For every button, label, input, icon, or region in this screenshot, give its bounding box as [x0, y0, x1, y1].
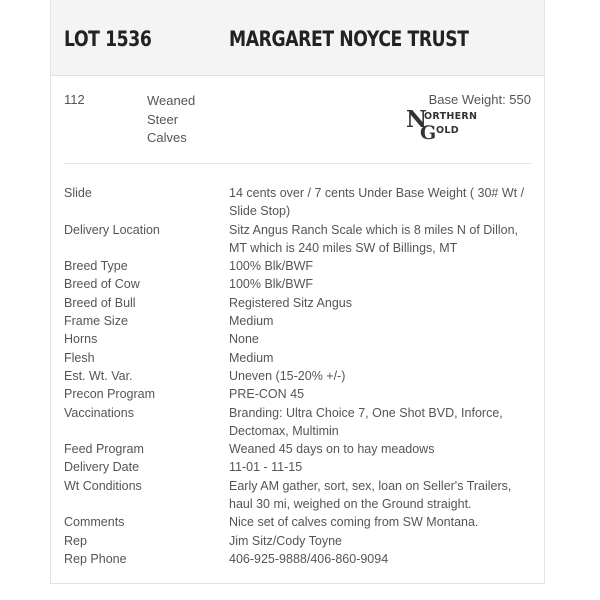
- detail-label: Flesh: [64, 350, 95, 365]
- detail-row: [64, 440, 534, 458]
- detail-row: [64, 532, 534, 550]
- detail-row: [64, 349, 534, 367]
- detail-label: Est. Wt. Var.: [64, 368, 133, 383]
- detail-row: [64, 312, 534, 330]
- detail-value: Sitz Angus Ranch Scale which is 8 miles N of Dillon, MT which is 240 miles SW of Billings, MT: [229, 222, 519, 255]
- detail-label: Delivery Location: [64, 222, 160, 237]
- detail-label: Feed Program: [64, 442, 144, 457]
- detail-label: Comments: [64, 515, 125, 530]
- detail-label: Breed Type: [64, 259, 128, 274]
- detail-value: Registered Sitz Angus: [229, 295, 352, 310]
- detail-value: Weaned 45 days on to hay meadows: [229, 442, 435, 457]
- detail-value: PRE-CON 45: [229, 387, 305, 402]
- detail-row: [64, 221, 534, 258]
- detail-label: Breed of Bull: [64, 295, 136, 310]
- detail-label: Wt Conditions: [64, 478, 142, 493]
- detail-row: [64, 330, 534, 348]
- detail-label: Breed of Cow: [64, 277, 140, 292]
- lot-card: [50, 0, 545, 584]
- detail-value: 100% Blk/BWF: [229, 259, 314, 274]
- detail-value: Uneven (15-20% +/-): [229, 368, 346, 383]
- detail-label: Slide: [64, 186, 92, 200]
- cattle-description: [147, 92, 195, 148]
- svg-text:ORTHERN: ORTHERN: [424, 111, 478, 122]
- base-weight: Base Weight: 550: [428, 92, 531, 107]
- detail-value: 100% Blk/BWF: [229, 277, 314, 292]
- detail-value: 406-925-9888/406-860-9094: [229, 551, 389, 566]
- detail-value: None: [229, 332, 259, 347]
- detail-row: [64, 257, 534, 275]
- detail-row: [64, 367, 534, 385]
- head-count: 112: [64, 92, 85, 107]
- detail-row: [64, 184, 534, 221]
- detail-row: [64, 550, 534, 568]
- svg-text:N: N: [406, 106, 428, 133]
- lot-details: [64, 184, 534, 568]
- northern-gold-logo: [406, 106, 482, 140]
- detail-row: [64, 458, 534, 476]
- detail-row: [64, 477, 534, 514]
- detail-label: Rep Phone: [64, 551, 127, 566]
- detail-row: [64, 513, 534, 531]
- detail-value: Early AM gather, sort, sex, loan on Seller's Trailers, haul 30 mi, weighed on the Ground straight.: [229, 478, 512, 512]
- detail-value: Branding: Ultra Choice 7, One Shot BVD, Inforce, Dectomax, Multimin: [229, 405, 503, 438]
- detail-value: 14 cents over / 7 cents Under Base Weight ( 30# Wt / Slide Stop): [229, 186, 525, 219]
- section-divider: [64, 163, 531, 164]
- detail-row: [64, 275, 534, 293]
- lot-number: LOT 1536: [64, 27, 152, 51]
- detail-row: [64, 294, 534, 312]
- detail-value: Jim Sitz/Cody Toyne: [229, 533, 343, 548]
- detail-value: Nice set of calves coming from SW Montana.: [229, 515, 479, 530]
- detail-value: Medium: [229, 314, 274, 329]
- description-line: Weaned: [147, 93, 196, 108]
- lot-header: [51, 0, 544, 76]
- description-line: Calves: [147, 130, 187, 145]
- detail-value: 11-01 - 11-15: [229, 460, 303, 475]
- detail-value: Medium: [229, 350, 274, 365]
- svg-text:OLD: OLD: [436, 125, 459, 136]
- detail-label: Horns: [64, 332, 98, 347]
- detail-row: [64, 385, 534, 403]
- detail-label: Frame Size: [64, 314, 128, 329]
- detail-label: Delivery Date: [64, 460, 140, 475]
- detail-row: [64, 404, 534, 441]
- description-line: Steer: [147, 111, 179, 127]
- detail-label: Precon Program: [64, 387, 156, 402]
- detail-label: Vaccinations: [64, 405, 134, 420]
- svg-text:G: G: [420, 122, 437, 140]
- seller-name: MARGARET NOYCE TRUST: [229, 27, 469, 51]
- detail-label: Rep: [64, 533, 87, 548]
